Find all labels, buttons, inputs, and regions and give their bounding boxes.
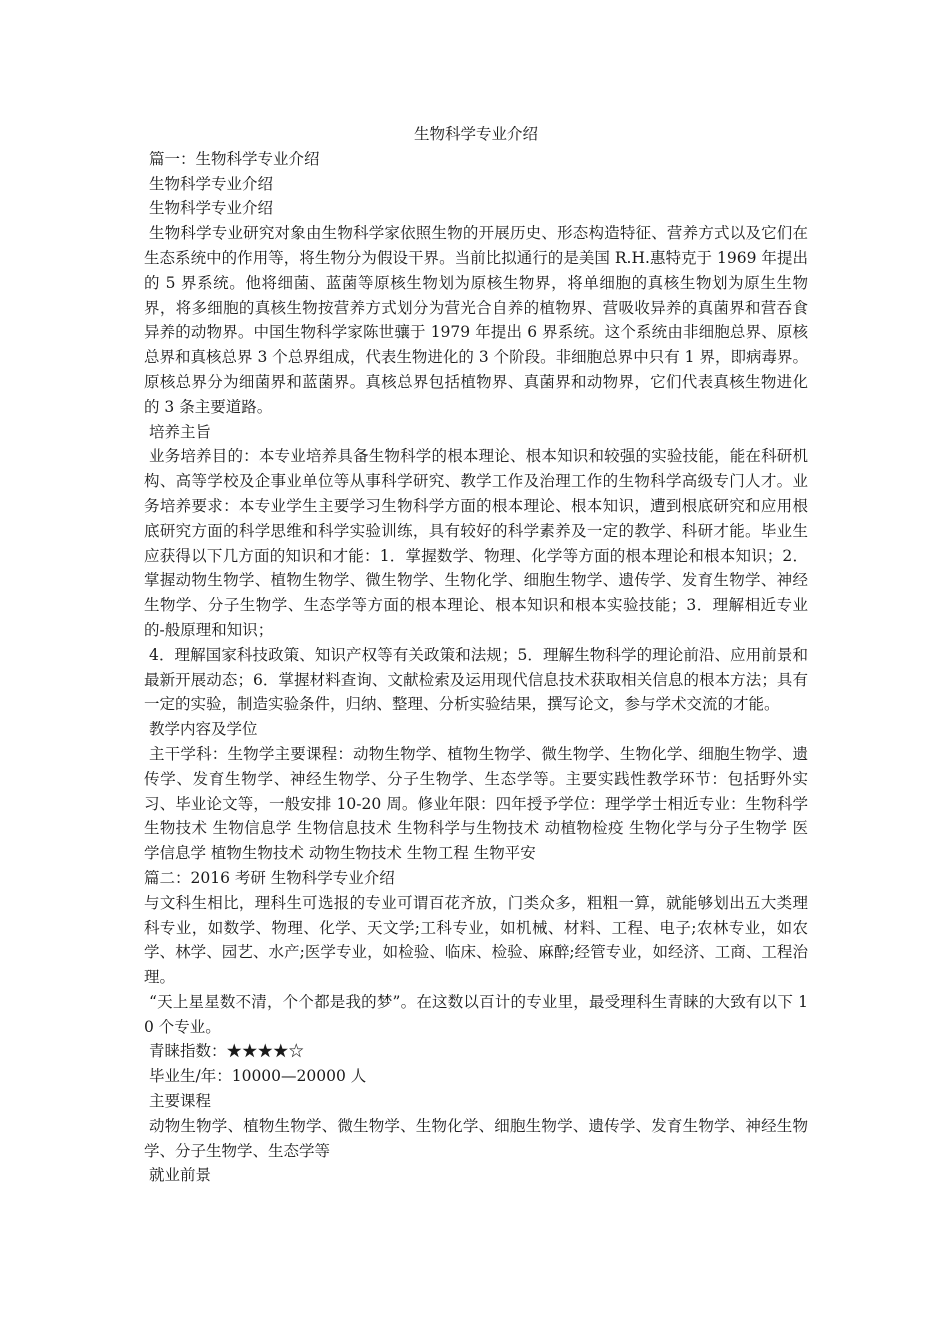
document-title: 生物科学专业介绍 <box>413 125 538 143</box>
rating-line: 青睐指数：★★★★☆ <box>149 1042 305 1061</box>
training-paragraph: 业务培养目的：本专业培养具备生物科学的根本理论、根本知识和较强的实验技能，能在科研机构、高等学校及企事业单位等从事科学研究、教学工作及治理工作的生物科学高级专门人才。业务培养要求：本专业学生主要学习生物科学方面的根本理论、根本知识，遭到根底研究和应用根底研究方面的科学思维和科学实验训练，具有较好的科学素养及一定的教学、科研才能。毕业生应获得以下几方面的知识和才能：1．掌握数学、物理、化学等方面的根本理论和根本知识；2．掌握动物生物学、植物生物学、微生物学、生物化学、细胞生物学、遗传学、发育生物学、神经生物学、分子生物学、生态学等方面的根本理论、根本知识和根本实验技能；3．理解相近专业的-般原理和知识； <box>144 447 808 639</box>
courses-paragraph: 动物生物学、植物生物学、微生物学、生物化学、细胞生物学、遗传学、发育生物学、神经生物学、分子生物学、生态学等 <box>144 1116 808 1160</box>
part2-heading: 篇二：2016 考研 生物科学专业介绍 <box>144 868 395 887</box>
part1-heading: 篇一：生物科学专业介绍 <box>149 149 320 168</box>
teaching-paragraph: 主干学科：生物学主要课程：动物生物学、植物生物学、微生物学、生物化学、细胞生物学、遗传学、发育生物学、神经生物学、分子生物学、生态学等。主要实践性教学环节：包括野外实习、毕业论文等，一般安排 10-20 周。修业年限：四年授予学位：理学学士相近专业：生物科学 生物技术 生物信息学 生物信息技术 生物科学与生物技术 动植物检疫 生物化学与分子生物学 医学信息学 植物生物技术 动物生物技术 生物工程 生物平安 <box>144 744 808 863</box>
graduates-line: 毕业生/年：10000—20000 人 <box>149 1067 367 1086</box>
part2-paragraph-1: 与文科生相比，理科生可选报的专业可谓百花齐放，门类众多，粗粗一算，就能够划出五大类理科专业，如数学、物理、化学、天文学;工科专业，如机械、材料、工程、电子;农林专业，如农学、林学、园艺、水产;医学专业，如检验、临床、检验、麻醉;经管专业，如经济、工商、工程治理。 <box>144 893 808 987</box>
training-paragraph-2: 4．理解国家科技政策、知识产权等有关政策和法规；5．理解生物科学的理论前沿、应用前景和最新开展动态；6．掌握材料查询、文献检索及运用现代信息技术获取相关信息的根本方法；具有一定的实验，制造实验条件，归纳、整理、分析实验结果，撰写论文，参与学术交流的才能。 <box>144 645 808 714</box>
part1-intro-paragraph: 生物科学专业研究对象由生物科学家依照生物的开展历史、形态构造特征、营养方式以及它们在生态系统中的作用等，将生物分为假设干界。当前比拟通行的是美国 R.H.惠特克于 1969 年提出的 5 界系统。他将细菌、蓝菌等原核生物划为原核生物界，将单细胞的真核生物划为原生生物界，将多细胞的真核生物按营养方式划分为营光合自养的植物界、营吸收异养的真菌界和营吞食异养的动物界。中国生物科学家陈世骧于 1979 年提出 6 界系统。这个系统由非细胞总界、原核总界和真核总界 3 个总界组成，代表生物进化的 3 个阶段。非细胞总界中只有 1 界，即病毒界。原核总界分为细菌界和蓝菌界。真核总界包括植物界、真菌界和动物界，它们代表真核生物进化的 3 条主要道路。 <box>144 224 808 416</box>
document-page <box>144 122 808 1188</box>
courses-heading: 主要课程 <box>149 1092 212 1111</box>
training-heading: 培养主旨 <box>149 422 212 441</box>
part1-subheading-2: 生物科学专业介绍 <box>149 199 274 218</box>
teaching-heading: 教学内容及学位 <box>149 720 258 739</box>
part2-paragraph-2: “天上星星数不清，个个都是我的梦”。在这数以百计的专业里，最受理科生青睐的大致有以下 10 个专业。 <box>144 992 808 1036</box>
part1-subheading-1: 生物科学专业介绍 <box>149 174 274 193</box>
career-heading: 就业前景 <box>149 1166 212 1185</box>
